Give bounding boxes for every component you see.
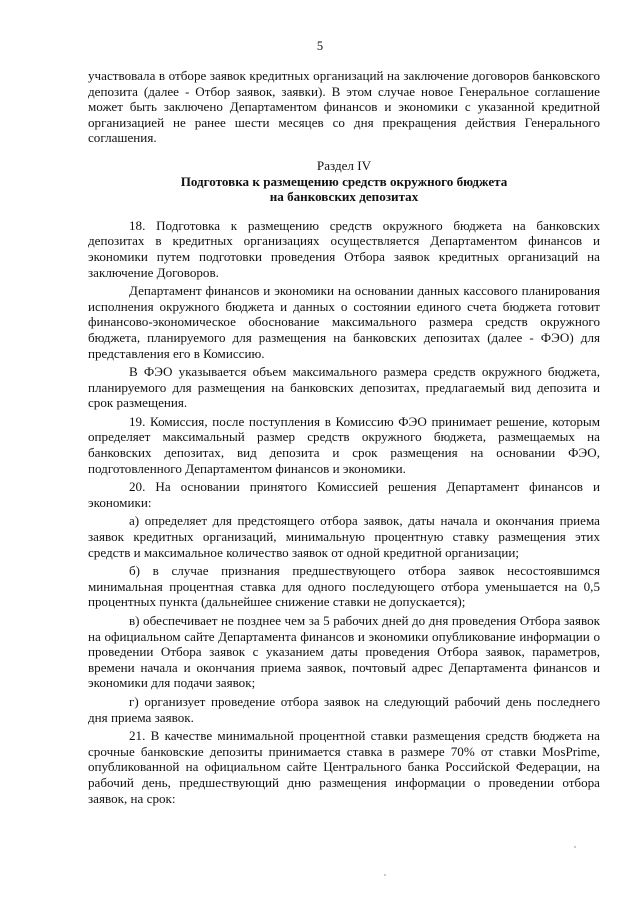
paragraph-21: 21. В качестве минимальной процентной ставки размещения средств бюджета на срочные банковские депозиты принимается ставка в размере 70% от ставки MosPrime, опубликованной на официальном сайте Центрального банка Российской Федерации, на рабочий день, предшествующий дню размещения информации о проведении отбора заявок, на срок: bbox=[88, 728, 600, 806]
section-subtitle-line1: Подготовка к размещению средств окружного бюджета bbox=[180, 173, 508, 189]
scan-speck bbox=[574, 846, 576, 848]
intro-paragraph: участвовала в отборе заявок кредитных организаций на заключение договоров банковского депозита (далее - Отбор заявок, заявки). В этом случае новое Генеральное соглашение может быть заключено Департаментом финансов и экономики с указанной кредитной организацией не ранее шести месяцев со дня прекращения действия Генерального соглашения. bbox=[88, 68, 600, 146]
paragraph-20-a: а) определяет для предстоящего отбора заявок, даты начала и окончания приема заявок кредитных организаций, минимальную процентную ставку размещения этих средств и максимальное количество заявок от одной кредитной организации; bbox=[88, 513, 600, 560]
paragraph-19: 19. Комиссия, после поступления в Комиссию ФЭО принимает решение, которым определяет максимальный размер средств окружного бюджета, размещаемых на банковских депозитах, вид депозита и срок размещения на основании ФЭО, подготовленного Департаментом финансов и экономики. bbox=[88, 413, 600, 476]
page-number: 5 bbox=[316, 39, 324, 53]
section-heading bbox=[88, 158, 600, 205]
paragraph-20-v: в) обеспечивает не позднее чем за 5 рабочих дней до дня проведения Отбора заявок на официальном сайте Департамента финансов и экономики опубликование информации о проведении Отбора заявок с указанием даты проведения Отбора заявок, параметров, времени начала и окончания приема заявок, почтовый адрес Департамента финансов и экономики для подачи заявок; bbox=[88, 613, 600, 691]
section-title: Раздел IV bbox=[316, 157, 372, 173]
paragraph-20: 20. На основании принятого Комиссией решения Департамент финансов и экономики: bbox=[88, 479, 600, 510]
paragraph-18-department: Департамент финансов и экономики на основании данных кассового планирования исполнения окружного бюджета и данных о состоянии единого счета бюджета готовит финансово-экономическое обоснование максимального размера средств окружного бюджета, планируемого для размещения на банковских депозитах (далее - ФЭО) для представления его в Комиссию. bbox=[88, 283, 600, 361]
paragraph-20-b: б) в случае признания предшествующего отбора заявок несостоявшимся минимальная процентная ставка для одного последующего отбора уменьшается на 0,5 процентных пункта (дальнейшее снижение ставки не допускается); bbox=[88, 563, 600, 610]
paragraph-18: 18. Подготовка к размещению средств окружного бюджета на банковских депозитах в кредитных организациях осуществляется Департаментом финансов и экономики путем подготовки проведения Отбора заявок кредитных организаций на заключение Договоров. bbox=[88, 217, 600, 280]
scan-speck bbox=[384, 874, 386, 876]
paragraph-20-g: г) организует проведение отбора заявок на следующий рабочий день последнего дня приема заявок. bbox=[88, 693, 600, 725]
paragraph-18-feo: В ФЭО указывается объем максимального размера средств окружного бюджета, планируемого для размещения на банковских депозитах, предлагаемый вид депозита и срок размещения. bbox=[88, 364, 600, 411]
section-subtitle-line2: на банковских депозитах bbox=[269, 189, 419, 205]
